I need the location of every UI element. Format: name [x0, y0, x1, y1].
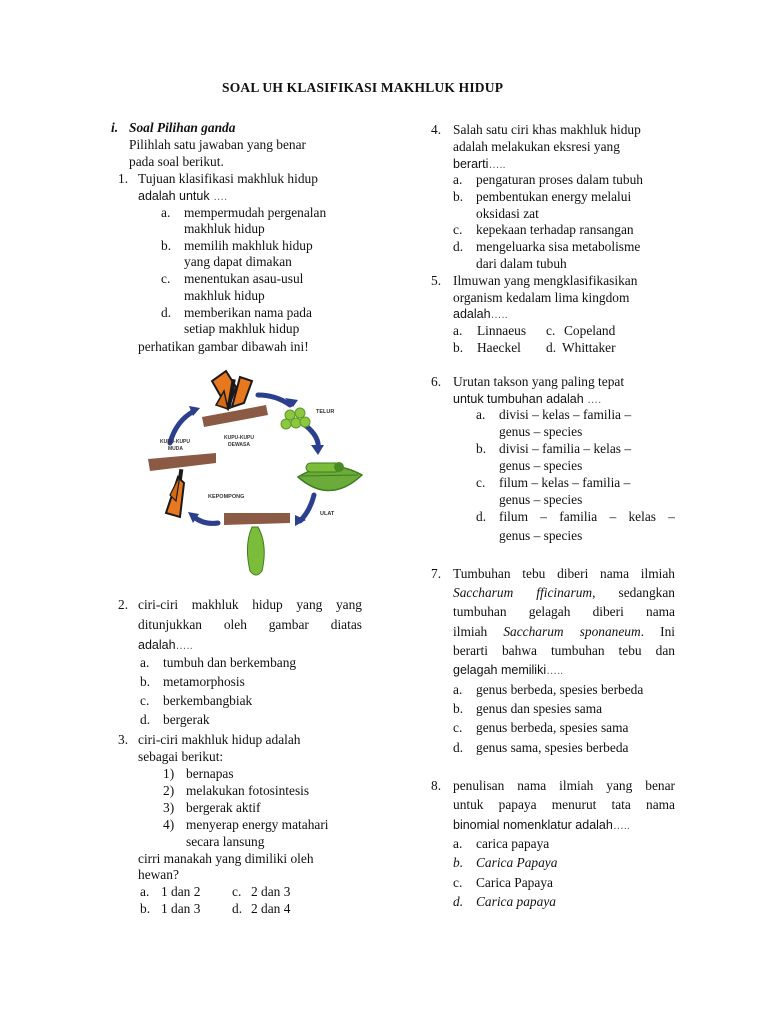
label-ulat: ULAT	[320, 511, 335, 517]
q8-line-1: penulisan nama ilmiah yang benar	[453, 778, 675, 793]
q8-option-a-letter: a.	[453, 836, 463, 851]
q3-item-2-text: melakukan fotosintesis	[186, 783, 310, 798]
q6-option-b-letter: b.	[476, 441, 487, 456]
q3-item-4-text-2: secara lansung	[186, 834, 265, 849]
q4-option-c-letter: c.	[453, 222, 463, 237]
q4-line-1: Salah satu ciri khas makhluk hidup	[453, 122, 641, 137]
q2-option-c-text: berkembangbiak	[163, 693, 253, 708]
q8-option-a-text: carica papaya	[476, 836, 550, 851]
q6-option-b-text-2: genus – species	[499, 458, 583, 473]
q7-number: 7.	[431, 566, 442, 581]
q2-option-a-text: tumbuh dan berkembang	[163, 655, 297, 670]
q1-option-b-text-1: memilih makhluk hidup	[184, 238, 313, 253]
q1-option-d-letter: d.	[161, 305, 172, 320]
q3-item-3-text: bergerak aktif	[186, 800, 261, 815]
q2-option-b-text: metamorphosis	[163, 674, 245, 689]
q4-option-b-letter: b.	[453, 189, 464, 204]
q3-item-1-text: bernapas	[186, 766, 234, 781]
q1-text-2: adalah untuk ….	[138, 189, 228, 203]
q8-line-2: untuk papaya menurut tata nama	[453, 797, 675, 812]
q7-line-2: Saccharum fficinarum, sedangkan	[453, 585, 676, 600]
instruction-line-2: pada soal berikut.	[129, 154, 224, 169]
q3-option-a-text: 1 dan 2	[161, 884, 201, 899]
q6-option-c-text-2: genus – species	[499, 492, 583, 507]
q1-option-a-text-2: makhluk hidup	[184, 221, 265, 236]
label-kupu-muda-1: KUPU-KUPU	[160, 439, 190, 445]
q5-option-a-text: Linnaeus	[477, 323, 527, 338]
egg-icon	[281, 408, 310, 429]
q1-option-d-text-2: setiap makhluk hidup	[184, 321, 300, 336]
q1-option-d-text-1: memberikan nama pada	[184, 305, 312, 320]
q8-option-d-text: Carica papaya	[476, 894, 556, 909]
q7-line-3: tumbuhan gelagah diberi nama	[453, 604, 675, 619]
q4-option-b-text-2: oksidasi zat	[476, 206, 539, 221]
q5-line-1: Ilmuwan yang mengklasifikasikan	[453, 273, 638, 288]
section-heading: Soal Pilihan ganda	[129, 120, 236, 135]
q4-option-d-text-1: mengeluarka sisa metabolisme	[476, 239, 641, 254]
q2-option-a-letter: a.	[140, 655, 150, 670]
q6-option-d-letter: d.	[476, 509, 487, 524]
label-kupu-dewasa-1: KUPU-KUPU	[224, 435, 254, 441]
q4-number: 4.	[431, 122, 442, 137]
q6-option-d-text-2: genus – species	[499, 528, 583, 543]
q6-option-b-text-1: divisi – familia – kelas –	[499, 441, 632, 456]
q1-option-b-text-2: yang dapat dimakan	[184, 254, 292, 269]
q3-item-1-number: 1)	[163, 766, 175, 781]
q1-option-a-text-1: mempermudah pergenalan	[184, 205, 327, 220]
q8-number: 8.	[431, 778, 442, 793]
q5-line-3: adalah…..	[453, 307, 508, 321]
q7-option-d-text: genus sama, spesies berbeda	[476, 740, 629, 755]
q5-number: 5.	[431, 273, 442, 288]
q3-option-a-letter: a.	[140, 884, 150, 899]
q7-option-b-text: genus dan spesies sama	[476, 701, 603, 716]
branch-top	[202, 405, 268, 427]
q3-option-d-text: 2 dan 4	[251, 901, 291, 916]
q3-question-line-2: hewan?	[138, 867, 179, 882]
q4-option-a-letter: a.	[453, 172, 463, 187]
adult-butterfly-icon	[212, 371, 252, 409]
arrow-to-young-butterfly	[194, 517, 218, 523]
label-kupu-muda-2: MUDA	[168, 446, 183, 452]
q3-option-b-text: 1 dan 3	[161, 901, 201, 916]
q1-note: perhatikan gambar dibawah ini!	[138, 339, 309, 354]
label-kepompong: KEPOMPONG	[208, 494, 245, 500]
q2-option-d-letter: d.	[140, 712, 151, 727]
q5-option-b-text: Haeckel	[477, 340, 521, 355]
q3-item-3-number: 3)	[163, 800, 175, 815]
q1-text-1: Tujuan klasifikasi makhluk hidup	[138, 171, 318, 186]
q7-line-4: ilmiah Saccharum sponaneum. Ini	[453, 624, 675, 639]
butterfly-lifecycle-diagram	[140, 365, 365, 585]
q8-option-b-letter: b.	[453, 855, 464, 870]
caterpillar-icon	[306, 462, 344, 472]
q5-line-2: organism kedalam lima kingdom	[453, 290, 630, 305]
q7-line-6: gelagah memiliki…..	[453, 663, 564, 677]
q6-line-1: Urutan takson yang paling tepat	[453, 374, 625, 389]
q4-option-d-letter: d.	[453, 239, 464, 254]
q5-option-c-text: Copeland	[564, 323, 616, 338]
q8-line-3: binomial nomenklatur adalah…..	[453, 818, 630, 832]
q6-option-d-text-1: filum – familia – kelas –	[499, 509, 675, 524]
q5-option-c-letter: c.	[546, 323, 556, 338]
q3-number: 3.	[118, 732, 129, 747]
q8-option-d-letter: d.	[453, 894, 464, 909]
q1-option-c-letter: c.	[161, 271, 171, 286]
q6-option-a-text-2: genus – species	[499, 424, 583, 439]
arrow-to-egg	[258, 395, 290, 405]
q3-item-4-number: 4)	[163, 817, 175, 832]
q2-line-2: ditunjukkan oleh gambar diatas	[138, 617, 362, 632]
q6-line-2: untuk tumbuhan adalah ….	[453, 392, 602, 406]
q1-number: 1.	[118, 171, 129, 186]
q7-option-a-text: genus berbeda, spesies berbeda	[476, 682, 644, 697]
q3-question-line-1: cirri manakah yang dimiliki oleh	[138, 851, 314, 866]
q7-line-5: berarti bahwa tumbuhan tebu dan	[453, 643, 675, 658]
q6-option-c-letter: c.	[476, 475, 486, 490]
q7-line-1: Tumbuhan tebu diberi nama ilmiah	[453, 566, 675, 581]
q3-option-d-letter: d.	[232, 901, 243, 916]
q6-option-a-letter: a.	[476, 407, 486, 422]
young-butterfly-icon	[166, 469, 184, 517]
q2-option-d-text: bergerak	[163, 712, 210, 727]
section-number: i.	[111, 120, 119, 135]
q1-option-b-letter: b.	[161, 238, 172, 253]
q4-option-b-text-1: pembentukan energy melalui	[476, 189, 632, 204]
q6-option-a-text-1: divisi – kelas – familia –	[499, 407, 632, 422]
q2-line-3: adalah…..	[138, 638, 193, 652]
q4-option-d-text-2: dari dalam tubuh	[476, 256, 567, 271]
q1-option-c-text-2: makhluk hidup	[184, 288, 265, 303]
arrow-to-chrysalis	[300, 495, 314, 521]
branch-bottom	[224, 513, 290, 525]
instruction-line-1: Pilihlah satu jawaban yang benar	[129, 137, 307, 152]
label-telur: TELUR	[316, 409, 335, 415]
q8-option-c-text: Carica Papaya	[476, 875, 553, 890]
q4-option-c-text: kepekaan terhadap ransangan	[476, 222, 634, 237]
q2-option-b-letter: b.	[140, 674, 151, 689]
q7-option-c-letter: c.	[453, 720, 463, 735]
q7-option-a-letter: a.	[453, 682, 463, 697]
q2-option-c-letter: c.	[140, 693, 150, 708]
q4-line-2: adalah melakukan eksresi yang	[453, 139, 620, 154]
branch-left	[148, 453, 216, 471]
q5-option-a-letter: a.	[453, 323, 463, 338]
q6-number: 6.	[431, 374, 442, 389]
q4-line-3: berarti…..	[453, 157, 506, 171]
q3-line-2: sebagai berikut:	[138, 749, 224, 764]
q2-number: 2.	[118, 597, 129, 612]
q3-option-c-letter: c.	[232, 884, 242, 899]
page-title: SOAL UH KLASIFIKASI MAKHLUK HIDUP	[222, 80, 504, 95]
q3-option-c-text: 2 dan 3	[251, 884, 291, 899]
q7-option-d-letter: d.	[453, 740, 464, 755]
q8-option-b-text: Carica Papaya	[476, 855, 558, 870]
q3-item-2-number: 2)	[163, 783, 175, 798]
q3-option-b-letter: b.	[140, 901, 151, 916]
chrysalis-icon	[247, 527, 264, 575]
label-kupu-dewasa-2: DEWASA	[228, 442, 250, 448]
q5-option-b-letter: b.	[453, 340, 464, 355]
q5-option-d-letter: d.	[546, 340, 557, 355]
q3-line-1: ciri-ciri makhluk hidup adalah	[138, 732, 301, 747]
q1-option-c-text-1: menentukan asau-usul	[184, 271, 304, 286]
q5-option-d-text: Whittaker	[562, 340, 616, 355]
q7-option-c-text: genus berbeda, spesies sama	[476, 720, 629, 735]
q1-option-a-letter: a.	[161, 205, 171, 220]
q6-option-c-text-1: filum – kelas – familia –	[499, 475, 631, 490]
q4-option-a-text: pengaturan proses dalam tubuh	[476, 172, 643, 187]
q8-option-c-letter: c.	[453, 875, 463, 890]
q2-line-1: ciri-ciri makhluk hidup yang yang	[138, 597, 362, 612]
q7-option-b-letter: b.	[453, 701, 464, 716]
q3-item-4-text: menyerap energy matahari	[186, 817, 329, 832]
